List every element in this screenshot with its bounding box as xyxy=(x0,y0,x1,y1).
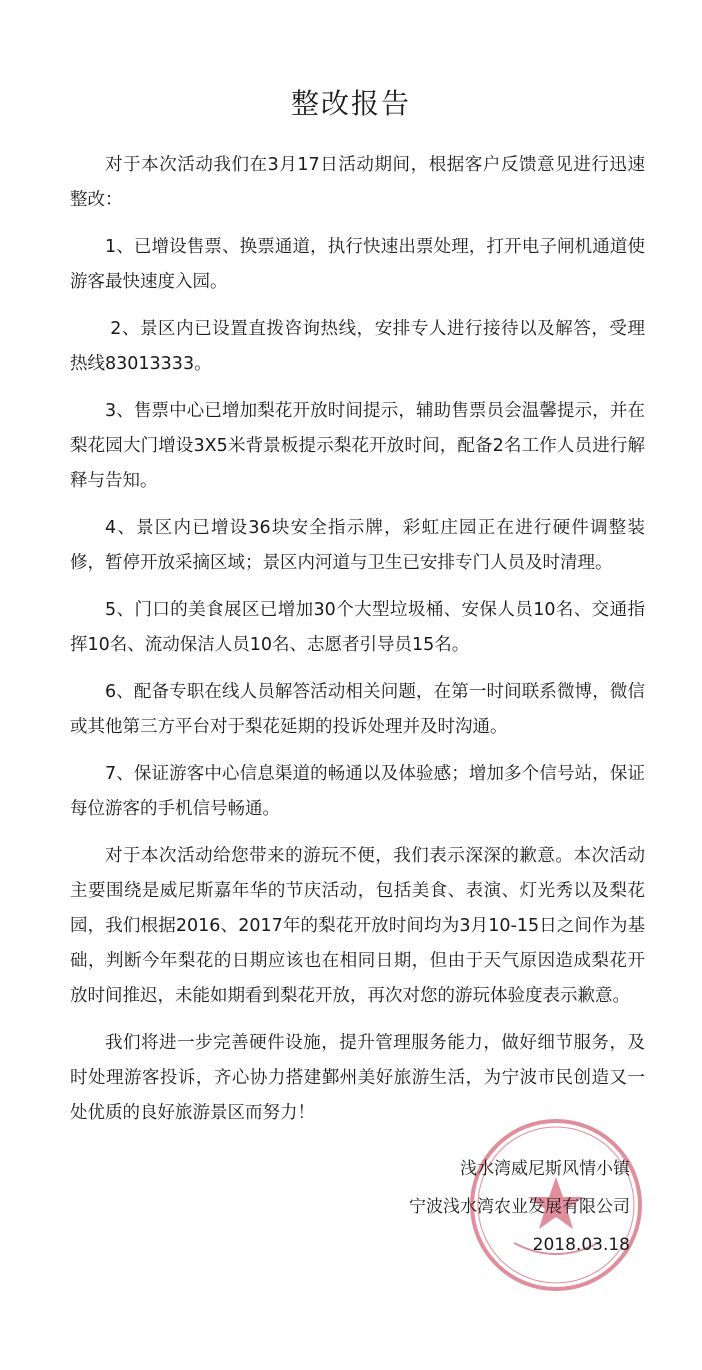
item-1-paragraph: 1、已增设售票、换票通道，执行快速出票处理，打开电子闸机通道使游客最快速度入园。 xyxy=(70,237,645,292)
closing-paragraph: 我们将进一步完善硬件设施，提升管理服务能力，做好细节服务，及时处理游客投诉，齐心协力搭建鄞州美好旅游生活，为宁波市民创造又一处优质的良好旅游景区而努力！ xyxy=(70,1033,645,1123)
item-3-paragraph: 3、售票中心已增加梨花开放时间提示，辅助售票员会温馨提示，并在梨花园大门增设3X5米背景板提示梨花开放时间，配备2名工作人员进行解释与告知。 xyxy=(70,401,645,491)
item-5-paragraph: 5、门口的美食展区已增加30个大型垃圾桶、安保人员10名、交通指挥10名、流动保洁人员10名、志愿者引导员15名。 xyxy=(70,600,645,655)
document-title: 整改报告 xyxy=(290,87,411,120)
signature-block xyxy=(409,1150,630,1264)
document-body xyxy=(70,148,645,1143)
item-6-paragraph: 6、配备专职在线人员解答活动相关问题，在第一时间联系微博，微信或其他第三方平台对于梨花延期的投诉处理并及时沟通。 xyxy=(70,682,645,737)
signature-date: 2018.03.18 xyxy=(532,1235,630,1255)
signature-org-2: 宁波浅水湾农业发展有限公司 xyxy=(409,1197,630,1217)
intro-paragraph: 对于本次活动我们在3月17日活动期间，根据客户反馈意见进行迅速整改： xyxy=(70,155,645,210)
item-4-paragraph: 4、景区内已增设36块安全指示牌，彩虹庄园正在进行硬件调整装修，暂停开放采摘区域；景区内河道与卫生已安排专门人员及时清理。 xyxy=(70,518,645,573)
item-2-paragraph: 2、景区内已设置直拨咨询热线，安排专人进行接待以及解答，受理热线83013333。 xyxy=(70,319,645,374)
signature-org-1: 浅水湾威尼斯风情小镇 xyxy=(460,1159,630,1179)
item-7-paragraph: 7、保证游客中心信息渠道的畅通以及体验感；增加多个信号站，保证每位游客的手机信号畅通。 xyxy=(70,764,645,819)
apology-paragraph: 对于本次活动给您带来的游玩不便，我们表示深深的歉意。本次活动主要围绕是威尼斯嘉年华的节庆活动，包括美食、表演、灯光秀以及梨花园，我们根据2016、2017年的梨花开放时间均为3月10-15日之间作为基础，判断今年梨花的日期应该也在相同日期，但由于天气原因造成梨花开放时间推迟，未能如期看到梨花开放，再次对您的游玩体验度表示歉意。 xyxy=(70,846,645,1006)
